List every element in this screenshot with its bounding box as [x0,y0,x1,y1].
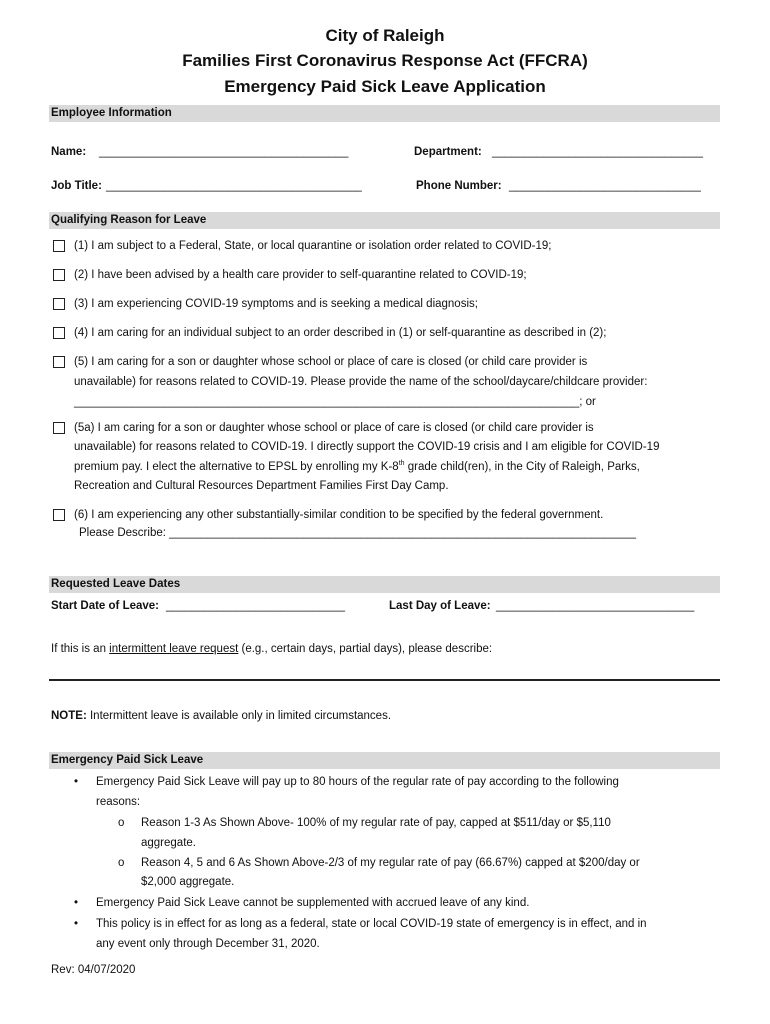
phone-field[interactable]: ______________________________ [509,180,701,192]
epsl-sub-1-line2: aggregate. [141,837,196,849]
qualifying-reason-header: Qualifying Reason for Leave [49,212,720,229]
name-label: Name: [51,146,87,158]
bullet-3: • [74,918,79,930]
reason-2-checkbox[interactable] [53,269,65,281]
employee-info-header: Employee Information [49,105,720,122]
reason-5a-text-line2: unavailable) for reasons related to COVID-19. I directly support the COVID-19 crisis and I am eligible for COVID-19 [74,441,660,453]
act-title: Families First Coronavirus Response Act (FFCRA) [182,51,588,70]
revision-date: Rev: 04/07/2020 [51,964,136,976]
epsl-bullet-3-line2: any event only through December 31, 2020. [96,938,320,950]
reason-6-text: (6) I am experiencing any other substantially-similar condition to be specified by the federal government. [74,509,604,521]
reason-6-checkbox[interactable] [53,509,65,521]
sub-bullet-2: o [118,857,125,869]
reason-2-text: (2) I have been advised by a health care provider to self-quarantine related to COVID-19; [74,269,527,281]
intermittent-leave-request-term: intermittent leave request [109,643,239,655]
start-date-field[interactable]: ____________________________ [166,600,346,612]
reason-5-provider-field[interactable]: _______________________________________________________________________________; or [74,396,596,408]
form-title: Emergency Paid Sick Leave Application [224,77,546,96]
bullet-1: • [74,776,79,788]
job-title-field[interactable]: ________________________________________ [106,180,362,192]
intermittent-description-line[interactable] [49,679,720,681]
reason-3-text: (3) I am experiencing COVID-19 symptoms and is seeking a medical diagnosis; [74,298,478,310]
start-date-label: Start Date of Leave: [51,600,160,612]
reason-5-text-line2: unavailable) for reasons related to COVID-19. Please provide the name of the school/daycare/childcare provider: [74,376,648,388]
reason-5a-checkbox[interactable] [53,422,65,434]
sub-bullet-1: o [118,817,125,829]
reason-6-describe-field[interactable]: Please Describe: _________________________________________________________________________ [79,527,637,539]
reason-5a-text-line1: (5a) I am caring for a son or daughter whose school or place of care is closed (or child care provider is [74,422,594,434]
epsl-bullet-1-line1: Emergency Paid Sick Leave will pay up to 80 hours of the regular rate of pay according to the following [96,776,619,788]
epsl-bullet-2: Emergency Paid Sick Leave cannot be supplemented with accrued leave of any kind. [96,897,530,909]
reason-1-checkbox[interactable] [53,240,65,252]
note-text: NOTE: Intermittent leave is available only in limited circumstances. [51,710,392,722]
last-day-field[interactable]: _______________________________ [496,600,695,612]
reason-1-text: (1) I am subject to a Federal, State, or local quarantine or isolation order related to COVID-19; [74,240,552,252]
reason-5a-text-line4: Recreation and Cultural Resources Department Families First Day Camp. [74,480,449,492]
leave-dates-header: Requested Leave Dates [49,576,720,593]
last-day-label: Last Day of Leave: [389,600,491,612]
department-field[interactable]: _________________________________ [492,146,704,158]
reason-5-checkbox[interactable] [53,356,65,368]
reason-5-text-line1: (5) I am caring for a son or daughter whose school or place of care is closed (or child care provider is [74,356,588,368]
epsl-bullet-3-line1: This policy is in effect for as long as a federal, state or local COVID-19 state of emergency is in effect, and in [96,918,647,930]
epsl-header: Emergency Paid Sick Leave [49,752,720,769]
reason-3-checkbox[interactable] [53,298,65,310]
department-label: Department: [414,146,482,158]
epsl-sub-2-line2: $2,000 aggregate. [141,876,235,888]
bullet-2: • [74,897,79,909]
reason-5a-text-line3: premium pay. I elect the alternative to EPSL by enrolling my K-8th grade child(ren), in the City of Raleigh, Parks, [74,460,640,473]
city-title: City of Raleigh [325,26,445,45]
epsl-bullet-1-line2: reasons: [96,796,141,808]
epsl-sub-2-line1: Reason 4, 5 and 6 As Shown Above-2/3 of my regular rate of pay (66.67%) capped at $200/day or [141,857,640,869]
intermittent-prompt: If this is an intermittent leave request (e.g., certain days, partial days), please describe: [51,643,493,655]
reason-4-checkbox[interactable] [53,327,65,339]
reason-4-text: (4) I am caring for an individual subject to an order described in (1) or self-quarantine as described in (2); [74,327,607,339]
job-title-label: Job Title: [51,180,102,192]
epsl-sub-1-line1: Reason 1-3 As Shown Above- 100% of my regular rate of pay, capped at $511/day or $5,110 [141,817,611,829]
name-field[interactable]: _______________________________________ [99,146,349,158]
phone-label: Phone Number: [416,180,502,192]
